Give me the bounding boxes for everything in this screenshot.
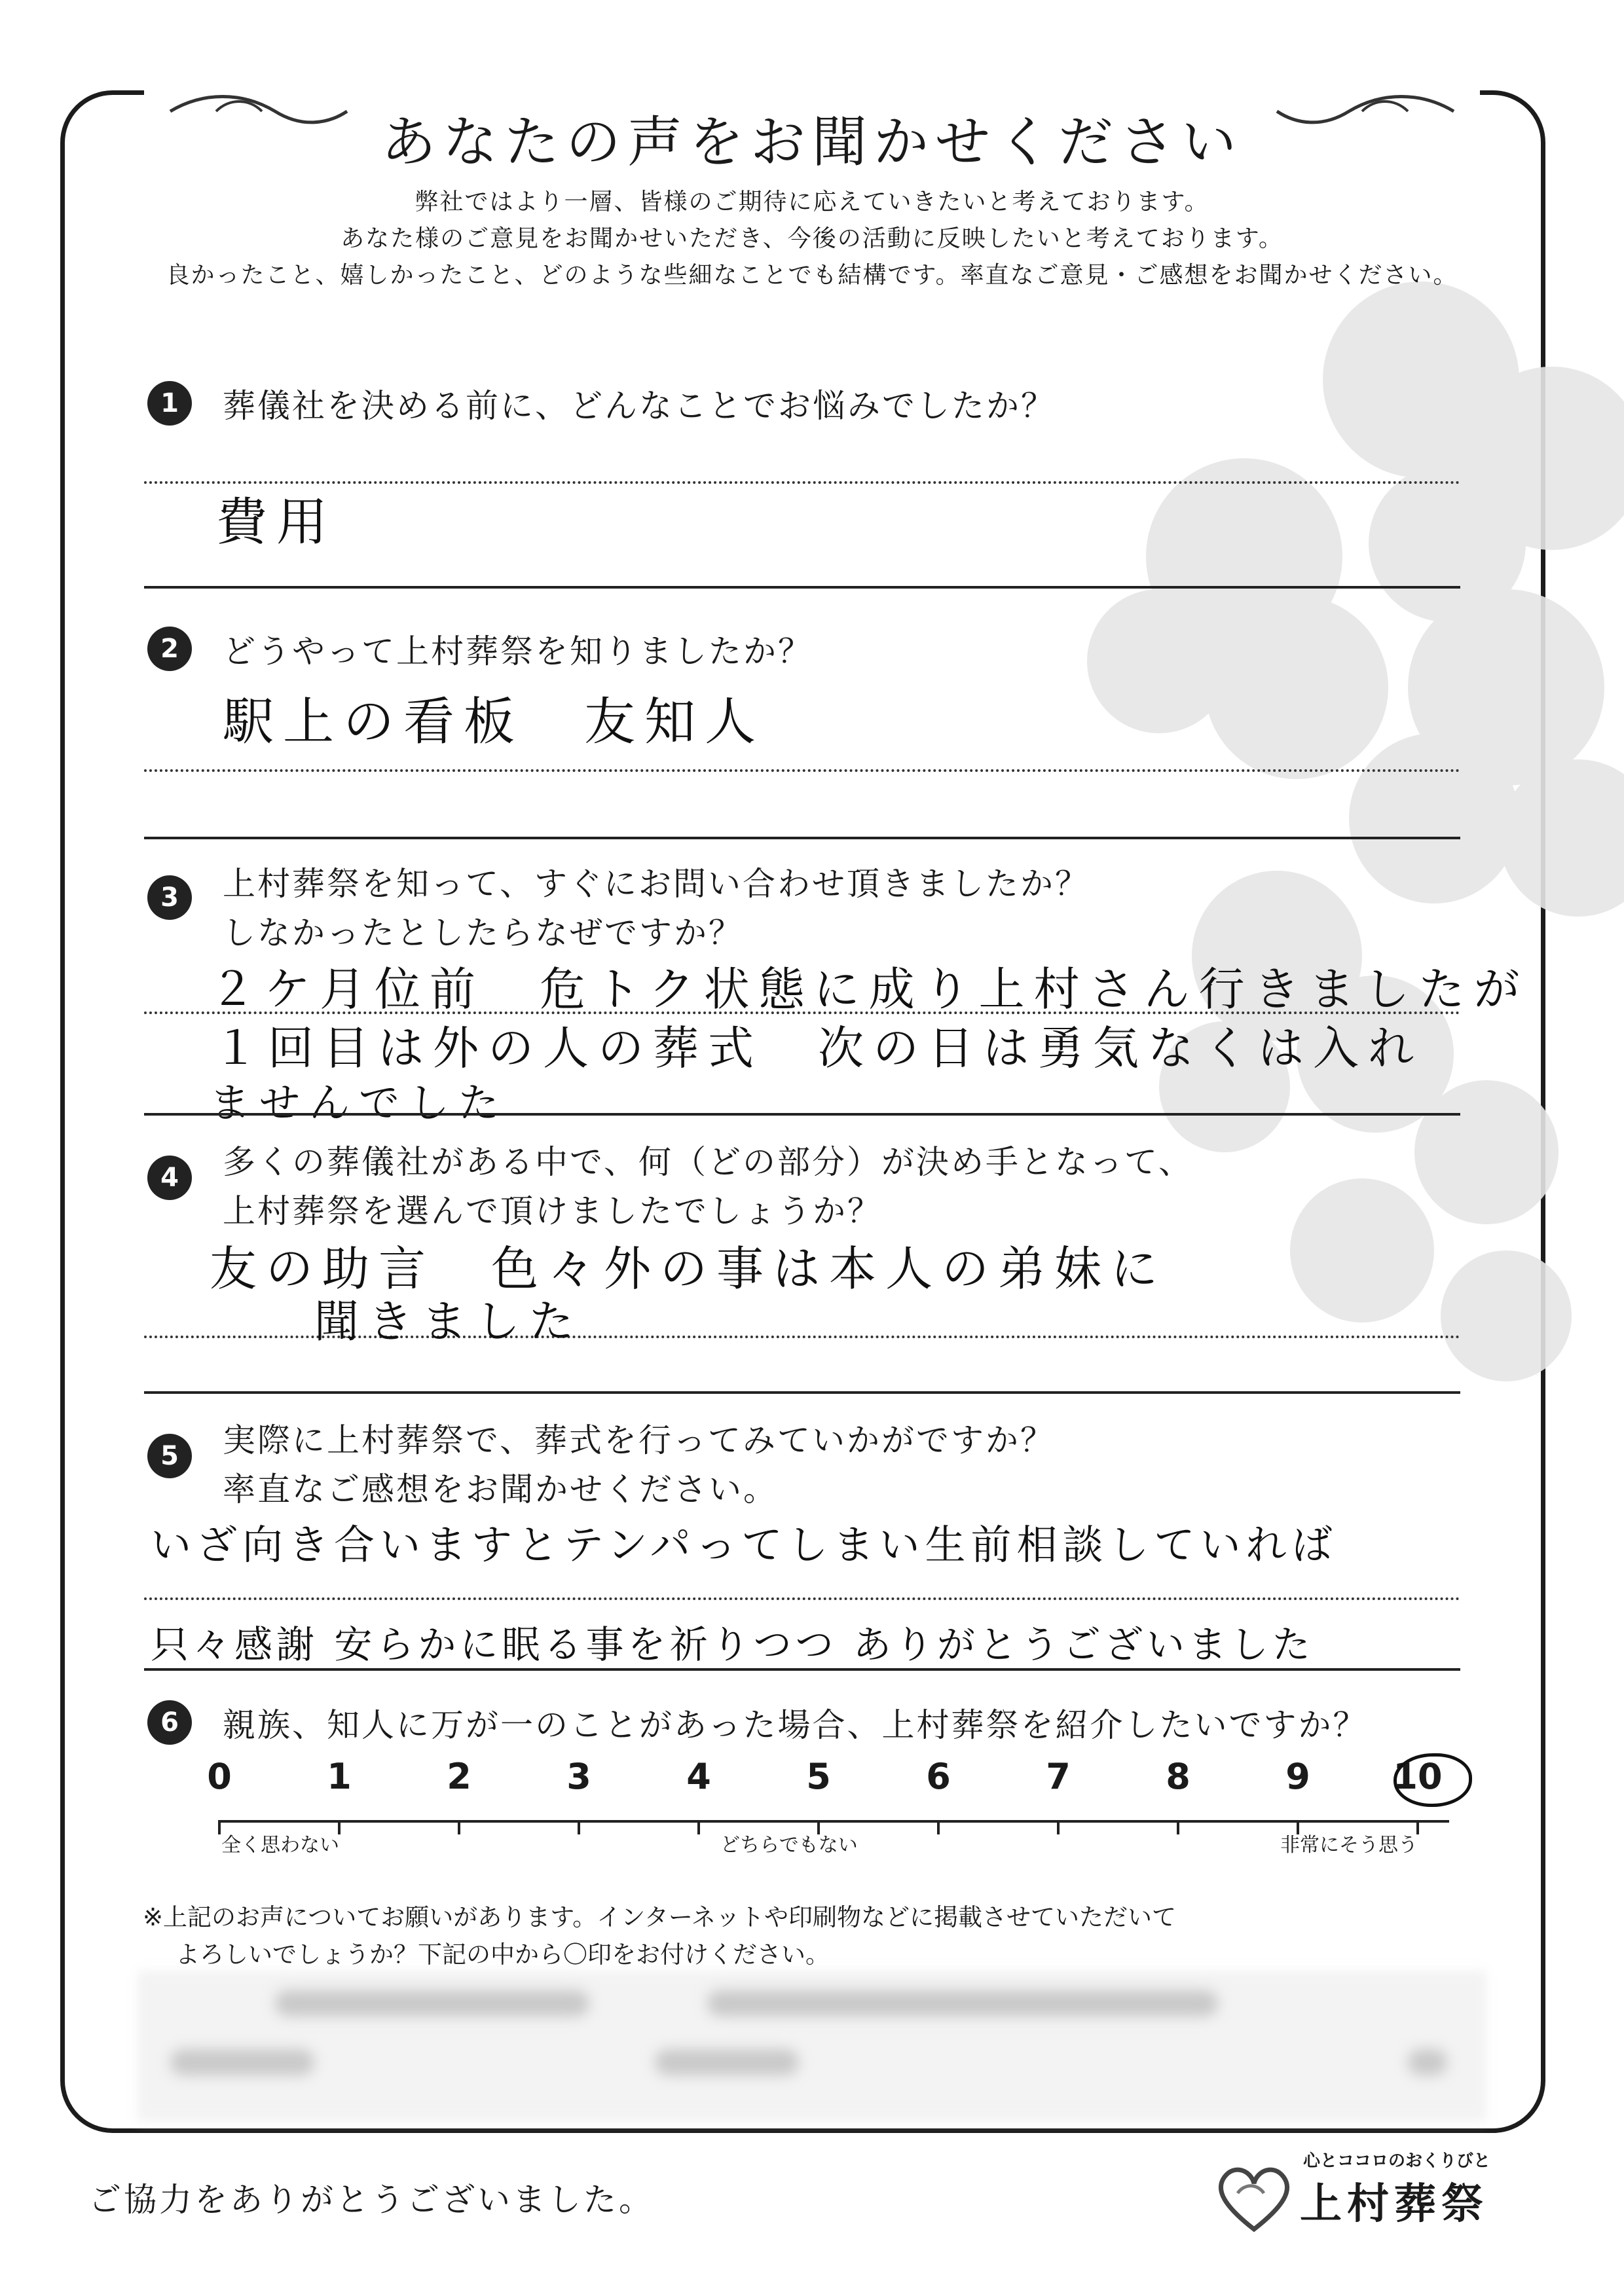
divider bbox=[144, 586, 1460, 589]
company-logo bbox=[1211, 2147, 1552, 2239]
scale-number-2: 2 bbox=[447, 1756, 471, 1797]
blurred-option bbox=[275, 1990, 589, 2016]
page-title: あなたの声をお聞かせください bbox=[380, 110, 1243, 174]
answer-3-line-1: ２ケ月位前 危トク状態に成り上村さん行きましたが bbox=[210, 962, 1529, 1016]
answer-4-line-1: 友の助言 色々外の事は本人の弟妹に bbox=[210, 1241, 1168, 1296]
question-6-text: 親族、知人に万が一のことがあった場合、上村葬祭を紹介したいですか？ bbox=[223, 1706, 1368, 1744]
question-5-text-1: 実際に上村葬祭で、葬式を行ってみていかがですか？ bbox=[223, 1421, 1055, 1459]
blurred-option bbox=[707, 1990, 1218, 2016]
divider bbox=[144, 1668, 1460, 1671]
scale-number-10: 10 bbox=[1393, 1756, 1443, 1797]
answer-5-line-2: 只々感謝 安らかに眠る事を祈りつつ ありがとうございました bbox=[151, 1622, 1314, 1667]
question-4-number: 4 bbox=[147, 1156, 192, 1200]
scale-label-low: 全く思わない bbox=[221, 1834, 339, 1857]
scale-tick bbox=[937, 1820, 940, 1834]
divider bbox=[144, 1113, 1460, 1116]
answer-5-line-1: いざ向き合いますとテンパってしまい生前相談していれば bbox=[151, 1521, 1338, 1569]
consent-note-line-2: よろしいでしょうか？下記の中から〇印をお付けください。 bbox=[175, 1941, 830, 1969]
question-3-text-2: しなかったとしたらなぜですか？ bbox=[223, 914, 743, 952]
intro-line-1: 弊社ではより一層、皆様のご期待に応えていきたいと考えております。 bbox=[415, 189, 1209, 215]
scale-number-5: 5 bbox=[806, 1756, 831, 1797]
scale-label-high: 非常にそう思う bbox=[1280, 1834, 1418, 1857]
question-5-text-2: 率直なご感想をお聞かせください。 bbox=[223, 1470, 778, 1508]
answer-2: 駅上の看板 友知人 bbox=[223, 693, 766, 752]
scale-number-6: 6 bbox=[926, 1756, 951, 1797]
scale-number-3: 3 bbox=[566, 1756, 591, 1797]
answer-line bbox=[144, 481, 1460, 484]
blurred-option bbox=[655, 2049, 799, 2075]
question-4-text-2: 上村葬祭を選んで頂けましたでしょうか？ bbox=[223, 1192, 882, 1230]
question-5-number: 5 bbox=[147, 1434, 192, 1478]
scale-tick bbox=[1177, 1820, 1179, 1834]
scale-number-0: 0 bbox=[207, 1756, 232, 1797]
divider bbox=[144, 1391, 1460, 1394]
question-6-number: 6 bbox=[147, 1700, 192, 1745]
question-1-text: 葬儀社を決める前に、どんなことでお悩みでしたか？ bbox=[223, 387, 1056, 425]
scale-number-1: 1 bbox=[327, 1756, 352, 1797]
intro-line-3: 良かったこと、嬉しかったこと、どのような些細なことでも結構です。率直なご意見・ご感想をお聞かせください。 bbox=[166, 262, 1458, 289]
scale-number-4: 4 bbox=[686, 1756, 711, 1797]
divider bbox=[144, 837, 1460, 839]
consent-note-line-1: ※上記のお声についてお願いがあります。インターネットや印刷物などに掲載させていただいて bbox=[143, 1903, 1176, 1931]
scale-tick bbox=[578, 1820, 580, 1834]
rating-scale-line bbox=[218, 1820, 1449, 1823]
question-3-text-1: 上村葬祭を知って、すぐにお問い合わせ頂きましたか？ bbox=[223, 865, 1090, 903]
scale-number-8: 8 bbox=[1166, 1756, 1190, 1797]
question-2-text: どうやって上村葬祭を知りましたか？ bbox=[223, 632, 813, 670]
scale-tick bbox=[697, 1820, 700, 1834]
answer-3-line-3: ませんでした bbox=[210, 1079, 509, 1127]
logo-tagline: 心とココロのおくりびと bbox=[1303, 2151, 1491, 2171]
intro-line-2: あなた様のご意見をお聞かせいただき、今後の活動に反映したいと考えております。 bbox=[341, 225, 1283, 252]
question-3-number: 3 bbox=[147, 875, 192, 920]
question-1-number: 1 bbox=[147, 381, 192, 426]
footer-thanks: ご協力をありがとうございました。 bbox=[88, 2181, 654, 2219]
scale-tick bbox=[1057, 1820, 1060, 1834]
logo-name: 上村葬祭 bbox=[1300, 2180, 1488, 2229]
scale-number-7: 7 bbox=[1046, 1756, 1071, 1797]
scale-tick bbox=[458, 1820, 460, 1834]
blurred-option bbox=[1408, 2049, 1447, 2075]
scale-label-mid: どちらでもない bbox=[720, 1834, 858, 1857]
scale-tick bbox=[218, 1820, 221, 1834]
question-2-number: 2 bbox=[147, 627, 192, 671]
heart-logo-icon bbox=[1211, 2154, 1297, 2239]
blurred-option bbox=[170, 2049, 314, 2075]
answer-4-line-2: 聞きました bbox=[314, 1296, 583, 1348]
question-4-text-1: 多くの葬儀社がある中で、何（どの部分）が決め手となって、 bbox=[223, 1143, 1193, 1181]
scale-number-9: 9 bbox=[1285, 1756, 1310, 1797]
answer-line bbox=[144, 769, 1460, 772]
answer-3-line-2: １回目は外の人の葬式 次の日は勇気なくは入れ bbox=[213, 1021, 1423, 1075]
answer-line bbox=[144, 1597, 1460, 1600]
selected-rating-circle bbox=[1393, 1753, 1472, 1807]
answer-1: 費用 bbox=[216, 493, 337, 552]
